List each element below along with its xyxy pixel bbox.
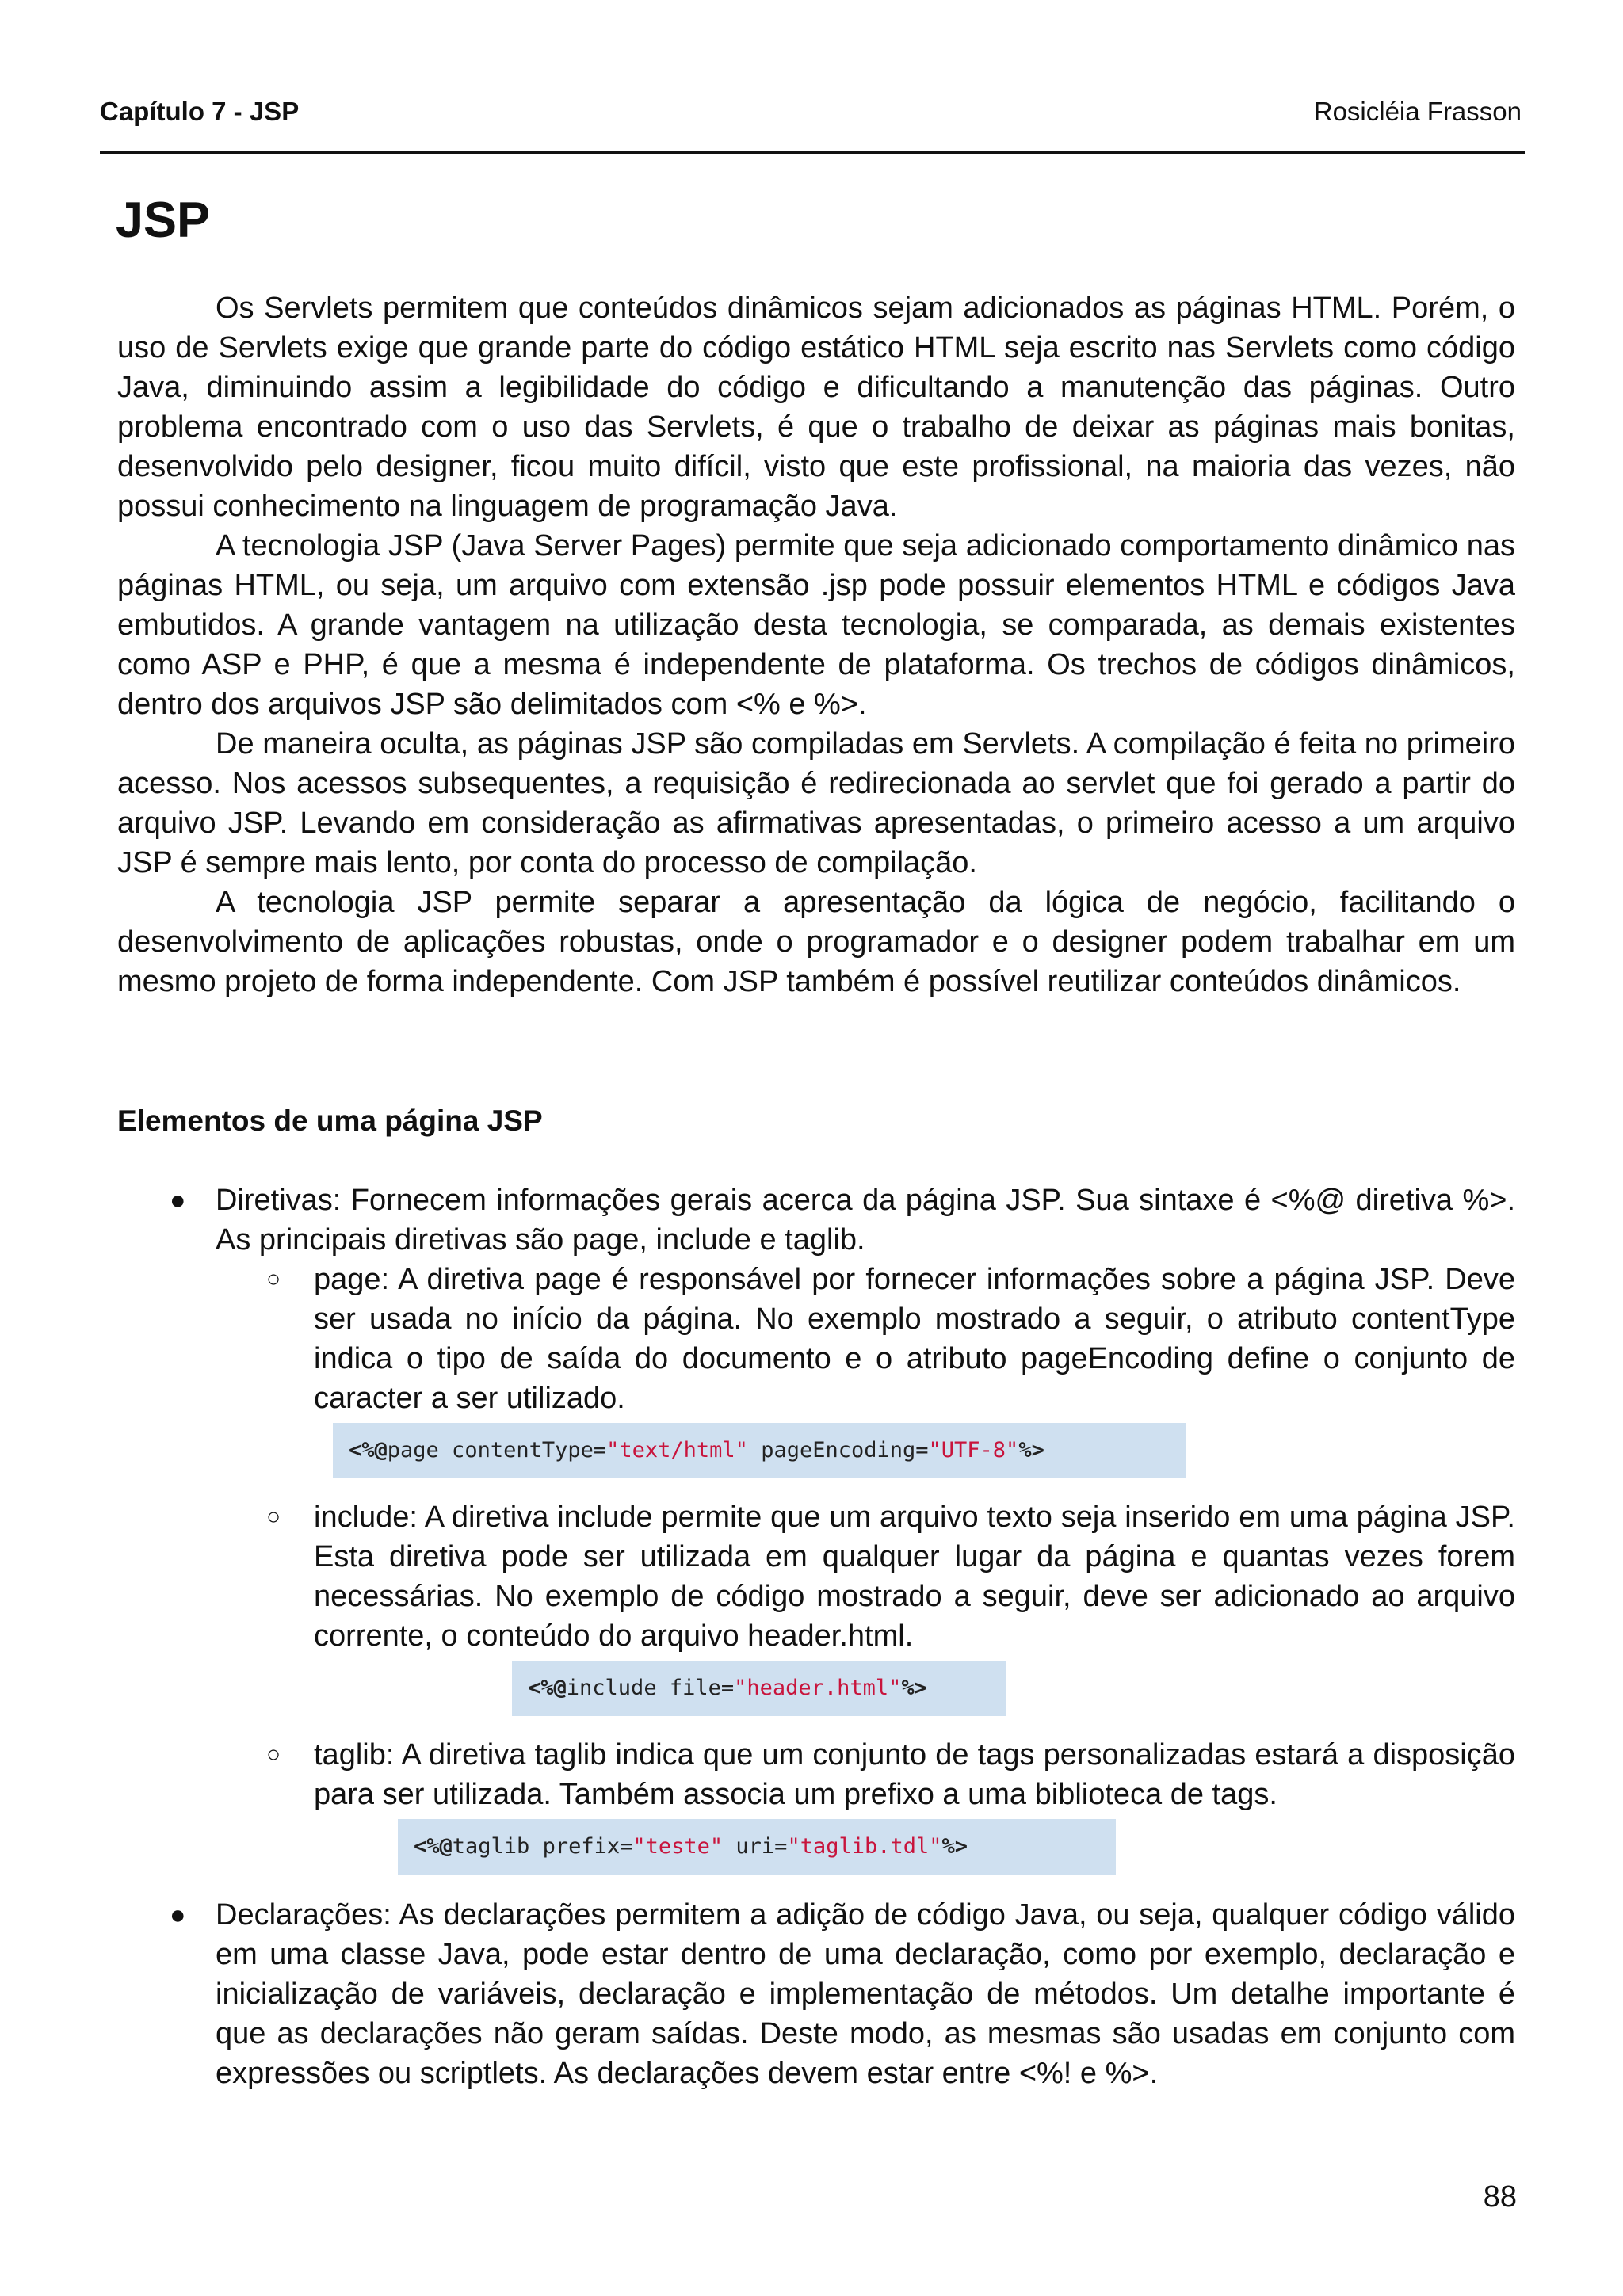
page-title: JSP (116, 193, 211, 248)
code-close-tag: %> (901, 1676, 927, 1700)
bullet-disc-icon: ● (170, 1900, 186, 1930)
sublist-item-page (216, 1260, 1515, 1478)
code-block-page (333, 1423, 1186, 1478)
paragraph-2: A tecnologia JSP (Java Server Pages) permite que seja adicionado comportamento dinâmico nas páginas HTML, ou seja, um arquivo com extensão .jsp pode possuir elementos HTML e códigos Java embutidos. A grande vantagem na utilização desta tecnologia, se comparada, as demais existentes como ASP e PHP, é que a mesma é independente de plataforma. Os trechos de códigos dinâmicos, dentro dos arquivos JSP são delimitados com <% e %>. (117, 529, 1515, 721)
taglib-directive-text: taglib: A diretiva taglib indica que um conjunto de tags personalizadas estará a disposição para ser utilizada. Também associa um prefixo a uma biblioteca de tags. (314, 1738, 1515, 1811)
section-heading: Elementos de uma página JSP (117, 1104, 543, 1137)
bullet-circle-icon: ○ (266, 1504, 281, 1530)
list-item-diretivas (117, 1180, 1515, 1875)
sublist-item-taglib (216, 1735, 1515, 1875)
code-attribute: uri= (723, 1834, 788, 1859)
code-string: "UTF-8" (928, 1438, 1019, 1463)
chapter-title: Capítulo 7 - JSP (100, 97, 300, 126)
code-directive: include file= (566, 1676, 735, 1700)
bullet-disc-icon: ● (170, 1185, 186, 1215)
code-open-tag: <%@ (349, 1438, 388, 1463)
code-string: "teste" (632, 1834, 724, 1859)
code-string: "text/html" (606, 1438, 748, 1463)
author-name: Rosicléia Frasson (1313, 97, 1522, 126)
list-item-declaracoes (117, 1895, 1515, 2093)
code-string: "header.html" (734, 1676, 902, 1700)
paragraph-4: A tecnologia JSP permite separar a apresentação da lógica de negócio, facilitando o desenvolvimento de aplicações robustas, onde o programador e o designer podem trabalhar em um mesmo projeto de forma independente. Com JSP também é possível reutilizar conteúdos dinâmicos. (117, 886, 1515, 998)
code-block-taglib (398, 1819, 1116, 1875)
document-body (117, 288, 1515, 2093)
code-directive: taglib prefix= (452, 1834, 633, 1859)
diretivas-sublist (216, 1260, 1515, 1875)
code-directive: page contentType= (387, 1438, 607, 1463)
paragraph-1: Os Servlets permitem que conteúdos dinâmicos sejam adicionados as páginas HTML. Porém, o uso de Servlets exige que grande parte do código estático HTML seja escrito nas Servlets como código Java, diminuindo assim a legibilidade do código e dificultando a manutenção das páginas. Outro problema encontrado com o uso das Servlets, é que o trabalho de deixar as páginas mais bonitas, desenvolvido pelo designer, ficou muito difícil, visto que este profissional, na maioria das vezes, não possui conhecimento na linguagem de programação Java. (117, 292, 1515, 523)
code-close-tag: %> (941, 1834, 968, 1859)
code-block-include (512, 1661, 1006, 1716)
code-open-tag: <%@ (414, 1834, 453, 1859)
code-string: "taglib.tdl" (787, 1834, 942, 1859)
diretivas-text: Diretivas: Fornecem informações gerais acerca da página JSP. Sua sintaxe é <%@ diretiva %>. As principais diretivas são page, include e taglib. (216, 1184, 1515, 1257)
sublist-item-include (216, 1497, 1515, 1716)
bullet-circle-icon: ○ (266, 1741, 281, 1768)
page-directive-text: page: A diretiva page é responsável por fornecer informações sobre a página JSP. Deve ser usada no início da página. No exemplo mostrado a seguir, o atributo contentType indica o tipo de saída do documento e o atributo pageEncoding define o conjunto de caracter a ser utilizado. (314, 1263, 1515, 1415)
declaracoes-text: Declarações: As declarações permitem a adição de código Java, ou seja, qualquer código válido em uma classe Java, pode estar dentro de uma declaração, como por exemplo, declaração e inicialização de variáveis, declaração e implementação de métodos. Um detalhe importante é que as declarações não geram saídas. Deste modo, as mesmas são usadas em conjunto com expressões ou scriptlets. As declarações devem estar entre <%! e %>. (216, 1898, 1515, 2090)
elements-list (117, 1180, 1515, 2093)
header-divider (100, 151, 1525, 154)
code-attribute: pageEncoding= (747, 1438, 929, 1463)
include-directive-text: include: A diretiva include permite que um arquivo texto seja inserido em uma página JSP. Esta diretiva pode ser utilizada em qualquer lugar da página e quantas vezes forem necessárias. No exemplo de código mostrado a seguir, deve ser adicionado ao arquivo corrente, o conteúdo do arquivo header.html. (314, 1501, 1515, 1653)
paragraph-3: De maneira oculta, as páginas JSP são compiladas em Servlets. A compilação é feita no primeiro acesso. Nos acessos subsequentes, a requisição é redirecionada ao servlet que foi gerado a partir do arquivo JSP. Levando em consideração as afirmativas apresentadas, o primeiro acesso a um arquivo JSP é sempre mais lento, por conta do processo de compilação. (117, 727, 1515, 879)
code-close-tag: %> (1018, 1438, 1044, 1463)
page-number: 88 (1483, 2180, 1517, 2214)
page-header (100, 93, 1522, 130)
bullet-circle-icon: ○ (266, 1266, 281, 1292)
code-open-tag: <%@ (528, 1676, 567, 1700)
